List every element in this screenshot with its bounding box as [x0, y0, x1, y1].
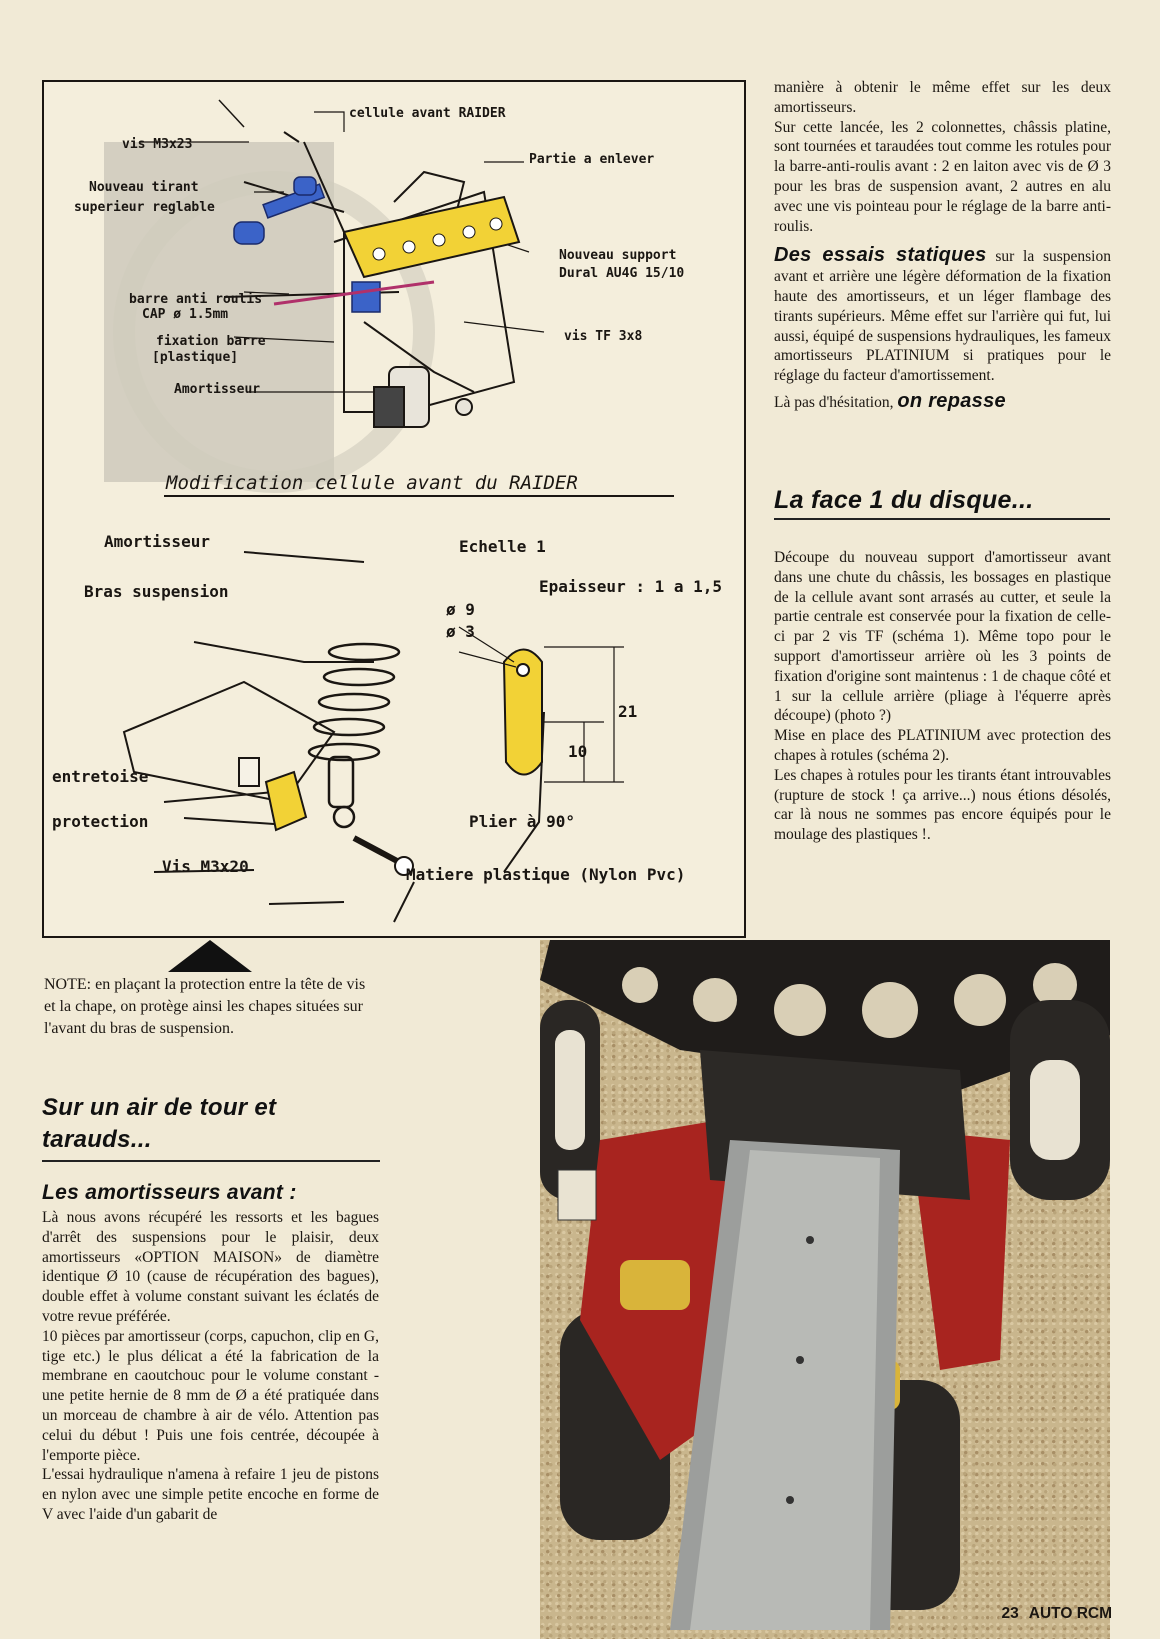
heading-rule-1 — [42, 1160, 380, 1162]
label-vis-tf: vis TF 3x8 — [564, 329, 643, 344]
repasse-text: on repasse — [897, 389, 1006, 412]
right-paragraph-5: Les chapes à rotules pour les tirants étant introuvables (rupture de stock ! ça arrive...) nous étions désolés, car là nous ne sommes pas encore équipés pour le moulage des plastiques !. — [774, 766, 1111, 844]
label-protection: protection — [52, 812, 149, 831]
label-nouveau-support-2: Dural AU4G 15/10 — [559, 266, 685, 281]
hesitation-text: Là pas d'hésitation, — [774, 393, 894, 411]
yellow-plate — [459, 627, 624, 782]
label-dim10: 10 — [568, 742, 588, 761]
heading-rule-2 — [774, 518, 1110, 520]
magazine-name: AUTO RCM — [1028, 1605, 1112, 1622]
label-matiere: Matiere plastique (Nylon Pvc) — [406, 865, 686, 884]
heading-amortisseurs-avant: Les amortisseurs avant : — [42, 1181, 297, 1204]
essais-heading: Des essais statiques — [774, 244, 987, 267]
label-barre-1: barre anti roulis — [129, 292, 263, 307]
heading-sur-un-air: Sur un air de tour et tarauds... — [42, 1094, 277, 1153]
rc-car-illustration — [540, 940, 1110, 1639]
essais-text: sur la suspension avant et arrière une légère déformation de la fixation haute des amortisseurs, et un léger flambage des tirants supérieurs. Même effet sur l'arrière qui fut, lui aussi, équipé de suspensions hydrauliques, les fameux amortisseurs PLATINIUM si pratiques pour le réglage du facteur d'amortissement. — [774, 248, 1111, 385]
label-epaisseur: Epaisseur : 1 a 1,5 — [539, 577, 723, 596]
label-nouveau-tirant-2: superieur reglable — [74, 200, 215, 215]
page-footer — [992, 1605, 1113, 1623]
label-entretoise: entretoise — [52, 767, 149, 786]
right-column-top — [774, 78, 1111, 413]
right-paragraph-1: manière à obtenir le même effet sur les deux amortisseurs. — [774, 79, 1111, 116]
right-paragraph-4: Mise en place des PLATINIUM avec protection des chapes à rotules (schéma 2). — [774, 727, 1111, 764]
essais-paragraph — [774, 246, 1111, 386]
rc-car-photo — [540, 940, 1110, 1639]
label-amortisseur-bottom: Amortisseur — [104, 532, 210, 551]
figure-schematics — [42, 80, 746, 938]
label-vis-m3-20: Vis M3x20 — [162, 857, 249, 876]
label-dim21: 21 — [618, 702, 638, 721]
note: NOTE: en plaçant la protection entre la tête de vis et la chape, on protège ainsi les chapes situées sur l'avant du bras de suspension. — [44, 976, 366, 1037]
left-paragraph-2: 10 pièces par amortisseur (corps, capuchon, clip en G, tige etc.) le plus délicat a été la fabrication de la membrane en caoutchouc pour le volume constant - une petite hernie de 8 mm de Ø a été pratiquée dans un morceau de chambre à air de vélo. Attention pas celui du début ! Puis une fois centrée, découpée à l'emporte pièce. — [42, 1327, 379, 1464]
label-nouveau-support-1: Nouveau support — [559, 248, 677, 263]
right-column-bottom — [774, 548, 1111, 845]
label-phi9: ø 9 — [446, 600, 475, 619]
label-nouveau-tirant-1: Nouveau tirant — [89, 180, 199, 195]
left-paragraph-3: L'essai hydraulique n'amena à refaire 1 jeu de pistons en nylon avec une simple petite encoche en forme de V avec l'aide d'un gabarit de — [42, 1466, 379, 1523]
label-barre-2: CAP ø 1.5mm — [142, 307, 229, 322]
right-paragraph-3: Découpe du nouveau support d'amortisseur avant dans une chute du châssis, les bossages en plastique de la cellule avant sont arrasés au cutter, et seule la partie centrale est conservée pour la fixation de celle-ci par 2 vis TF (schéma 1). Même topo pour le support d'amortisseur arrière où les 3 points de fixation d'origine sont maintenus : 1 de chaque côté et 1 sur la cellule arrière (pliage à l'équerre après découpe) (photo ?) — [774, 549, 1111, 725]
heading-face-1: La face 1 du disque... — [774, 486, 1034, 514]
label-echelle: Echelle 1 — [459, 537, 546, 556]
label-partie: Partie a enlever — [529, 152, 655, 167]
note-pointer-icon — [168, 940, 252, 972]
label-cellule: cellule avant RAIDER — [349, 106, 506, 121]
label-bras: Bras suspension — [84, 582, 229, 601]
spring — [309, 644, 399, 827]
label-fixation-2: [plastique] — [152, 350, 239, 365]
label-plier: Plier à 90° — [469, 812, 575, 831]
page-number: 23 — [1001, 1605, 1019, 1622]
label-phi3: ø 3 — [446, 622, 475, 641]
right-paragraph-2: Sur cette lancée, les 2 colonnettes, châssis platine, sont tournées et taraudées tout comme les rotules pour la barre-anti-roulis avant : 2 en laiton avec vis de Ø 3 pour les bras de suspension avant, 2 autres en alu avec une vis pointeau pour le réglage de la barre anti-roulis. — [774, 118, 1111, 235]
left-column-text — [42, 1208, 379, 1525]
label-vis-m3-23: vis M3x23 — [122, 137, 193, 152]
hesitation-line — [774, 389, 1111, 413]
label-fixation-1: fixation barre — [156, 334, 266, 349]
figure-title-top: Modification cellule avant du RAIDER — [166, 472, 578, 494]
label-amortisseur-top: Amortisseur — [174, 382, 261, 397]
left-paragraph-1: Là nous avons récupéré les ressorts et les bagues d'arrêt des suspensions pour le plaisir, deux amortisseurs «OPTION MAISON» de diamètre identique Ø 10 (cause de récupération des bagues), double effet à volume constant suivant les éclatés de votre revue préférée. — [42, 1209, 379, 1325]
